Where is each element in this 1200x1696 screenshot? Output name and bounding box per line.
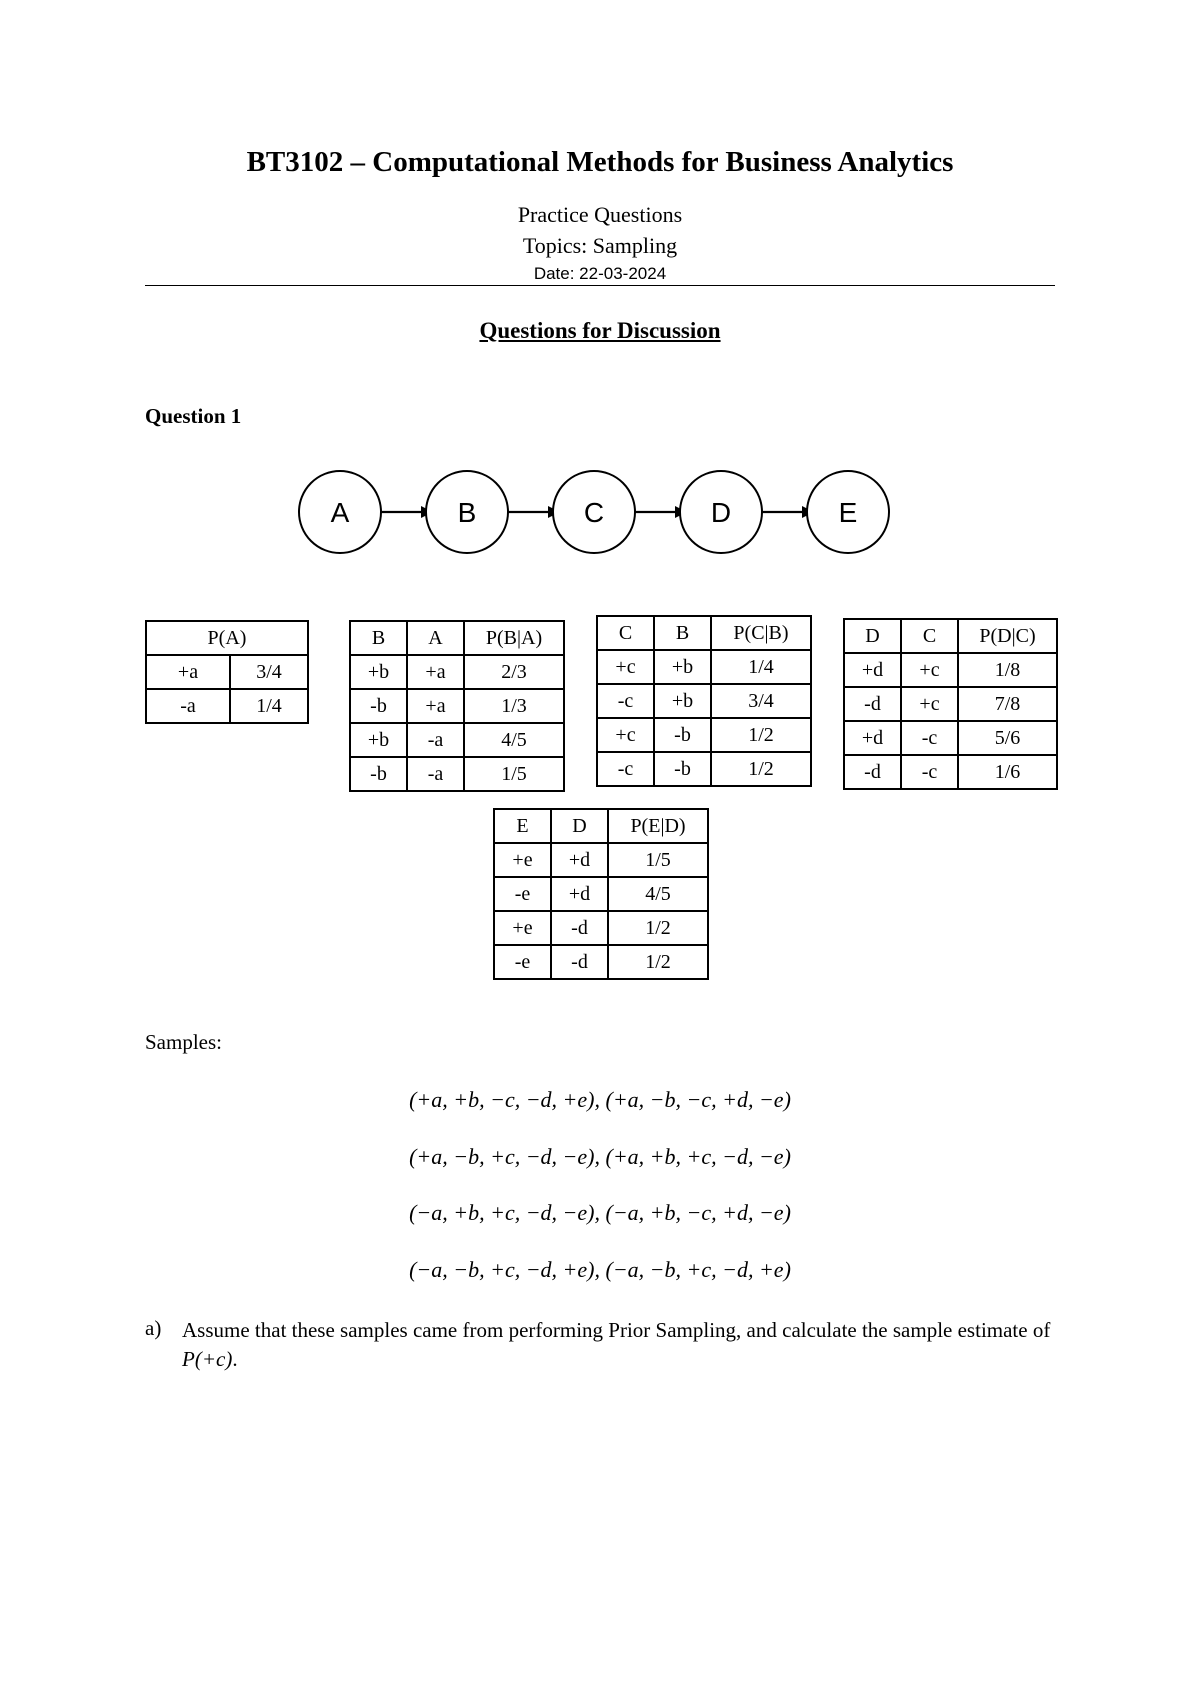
sample-line: (+a, −b, +c, −d, −e), (+a, +b, +c, −d, −e)	[409, 1144, 791, 1169]
table-cell: -a	[407, 757, 464, 791]
table-header-cell: B	[654, 616, 711, 650]
table-cell: +e	[494, 911, 551, 945]
table-header-cell: C	[901, 619, 958, 653]
table-cell: -c	[597, 752, 654, 786]
table-cell: -d	[551, 945, 608, 979]
table-row	[494, 877, 708, 911]
table-p-d-given-c	[843, 618, 1058, 790]
table-cell: -b	[654, 752, 711, 786]
table-row	[494, 843, 708, 877]
table-cell: 1/5	[608, 843, 708, 877]
table-cell: +d	[844, 653, 901, 687]
table-cell: +b	[350, 723, 407, 757]
table-cell: 1/5	[464, 757, 564, 791]
table-cell: 2/3	[464, 655, 564, 689]
table-cell: 1/4	[711, 650, 811, 684]
sample-line: (+a, +b, −c, −d, +e), (+a, −b, −c, +d, −e)	[409, 1087, 791, 1112]
network-node-c	[553, 471, 635, 553]
table-row	[597, 650, 811, 684]
table-cell: 1/2	[608, 945, 708, 979]
svg-text:A: A	[330, 497, 350, 528]
samples-label: Samples:	[145, 1030, 222, 1054]
table-cell: +b	[350, 655, 407, 689]
table-cell: -d	[551, 911, 608, 945]
table-header-cell: B	[350, 621, 407, 655]
sample-line: (−a, +b, +c, −d, −e), (−a, +b, −c, +d, −e)	[409, 1200, 791, 1225]
table-header-cell: D	[551, 809, 608, 843]
table-cell: -b	[350, 757, 407, 791]
section-title: Questions for Discussion	[479, 318, 721, 343]
table-p-a	[145, 620, 309, 724]
network-node-d	[680, 471, 762, 553]
table-row	[350, 757, 564, 791]
table-cell: 1/2	[608, 911, 708, 945]
network-node-e	[807, 471, 889, 553]
table-cell: -e	[494, 945, 551, 979]
table-row	[844, 653, 1057, 687]
svg-text:B: B	[457, 497, 477, 528]
table-cell: 1/2	[711, 752, 811, 786]
table-cell: -a	[407, 723, 464, 757]
table-row	[597, 718, 811, 752]
table-cell: -a	[146, 689, 230, 723]
table-row	[350, 723, 564, 757]
table-row	[350, 689, 564, 723]
table-cell: +c	[597, 650, 654, 684]
table-header-cell: C	[597, 616, 654, 650]
table-header-cell: P(C|B)	[711, 616, 811, 650]
table-cell: -c	[597, 684, 654, 718]
table-cell: +c	[597, 718, 654, 752]
table-cell: +a	[146, 655, 230, 689]
table-cell: +a	[407, 689, 464, 723]
table-header-cell: E	[494, 809, 551, 843]
network-node-a	[299, 471, 381, 553]
part-a-label: a)	[145, 1316, 162, 1340]
table-cell: +d	[551, 843, 608, 877]
table-cell: 3/4	[711, 684, 811, 718]
table-cell: +d	[551, 877, 608, 911]
table-cell: -d	[844, 755, 901, 789]
part-a-math: P(+c)	[182, 1347, 233, 1371]
svg-text:D: D	[710, 497, 732, 528]
table-cell: -d	[844, 687, 901, 721]
table-row	[844, 755, 1057, 789]
table-cell: +e	[494, 843, 551, 877]
table-cell: 5/6	[958, 721, 1057, 755]
table-cell: +b	[654, 650, 711, 684]
table-row	[597, 752, 811, 786]
table-p-b-given-a	[349, 620, 565, 792]
table-cell: -e	[494, 877, 551, 911]
table-cell: 1/3	[464, 689, 564, 723]
table-cell: -c	[901, 721, 958, 755]
table-row	[597, 684, 811, 718]
table-header-cell: P(A)	[146, 621, 308, 655]
table-cell: 7/8	[958, 687, 1057, 721]
table-cell: -b	[350, 689, 407, 723]
header-divider	[145, 285, 1055, 286]
table-row	[494, 945, 708, 979]
table-header-cell: P(D|C)	[958, 619, 1057, 653]
part-a-end: .	[232, 1347, 238, 1371]
table-header-cell: P(E|D)	[608, 809, 708, 843]
table-cell: 4/5	[608, 877, 708, 911]
table-p-e-given-d	[493, 808, 709, 980]
table-row	[844, 721, 1057, 755]
svg-text:C: C	[583, 497, 605, 528]
table-row	[844, 687, 1057, 721]
table-cell: +d	[844, 721, 901, 755]
table-cell: 1/4	[230, 689, 308, 723]
part-a-text: Assume that these samples came from performing Prior Sampling, and calculate the sample estimate of	[182, 1318, 1051, 1342]
document-title: BT3102 – Computational Methods for Business Analytics	[246, 146, 954, 178]
table-row	[494, 911, 708, 945]
table-cell: +c	[901, 687, 958, 721]
bayes-network-diagram	[295, 462, 905, 562]
table-cell: 1/6	[958, 755, 1057, 789]
table-header-cell: P(B|A)	[464, 621, 564, 655]
table-header-cell: A	[407, 621, 464, 655]
table-cell: 1/8	[958, 653, 1057, 687]
document-topics: Topics: Sampling	[522, 233, 678, 258]
sample-line: (−a, −b, +c, −d, +e), (−a, −b, +c, −d, +e)	[409, 1257, 791, 1282]
table-cell: -b	[654, 718, 711, 752]
table-cell: 1/2	[711, 718, 811, 752]
table-cell: 4/5	[464, 723, 564, 757]
table-row	[350, 655, 564, 689]
network-node-b	[426, 471, 508, 553]
table-cell: +a	[407, 655, 464, 689]
table-header-cell: D	[844, 619, 901, 653]
table-cell: +c	[901, 653, 958, 687]
document-subtitle: Practice Questions	[517, 202, 683, 227]
document-date: Date: 22-03-2024	[533, 264, 667, 283]
part-a-question	[182, 1316, 1062, 1374]
table-cell: -c	[901, 755, 958, 789]
svg-text:E: E	[838, 497, 858, 528]
question-title: Question 1	[145, 404, 242, 428]
table-cell: +b	[654, 684, 711, 718]
table-p-c-given-b	[596, 615, 812, 787]
table-cell: 3/4	[230, 655, 308, 689]
